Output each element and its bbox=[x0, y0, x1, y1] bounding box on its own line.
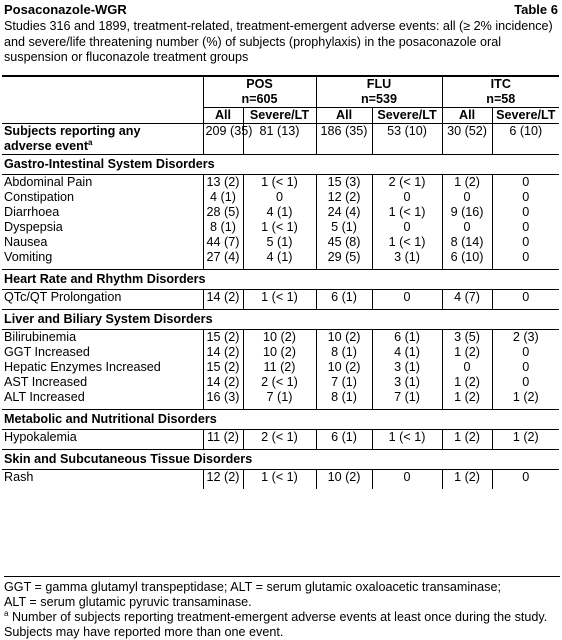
table-row bbox=[2, 250, 559, 265]
row-label: Constipation bbox=[4, 190, 75, 204]
row-value: 1 (2) bbox=[442, 390, 492, 405]
section-header-row bbox=[2, 410, 559, 430]
table-row bbox=[2, 330, 559, 346]
row-value: 7 (1) bbox=[243, 390, 316, 405]
row-value: 0 bbox=[492, 190, 559, 205]
table-row bbox=[2, 220, 559, 235]
row-value: 0 bbox=[492, 250, 559, 265]
subcol-all: All bbox=[316, 108, 372, 124]
adverse-events-table bbox=[2, 75, 559, 489]
row-value: 2 (< 1) bbox=[243, 375, 316, 390]
spacer-cell bbox=[203, 485, 243, 489]
subcol-severe: Severe/LT bbox=[243, 108, 316, 124]
row-value: 1 (< 1) bbox=[243, 220, 316, 235]
row-value: 8 (1) bbox=[203, 220, 243, 235]
row-value: 7 (1) bbox=[372, 390, 442, 405]
section-title: Heart Rate and Rhythm Disorders bbox=[2, 270, 559, 290]
row-value: 15 (2) bbox=[203, 360, 243, 375]
row-label: Hypokalemia bbox=[4, 430, 77, 444]
row-value: 1 (< 1) bbox=[243, 290, 316, 306]
row-value: 16 (3) bbox=[203, 390, 243, 405]
section-title: Gastro-Intestinal System Disorders bbox=[2, 155, 559, 175]
document-title: Posaconazole-WGR bbox=[4, 2, 127, 17]
row-label: ALT Increased bbox=[4, 390, 85, 404]
subcol-severe: Severe/LT bbox=[492, 108, 559, 124]
footnote-marker: a bbox=[88, 137, 93, 147]
row-label: Diarrhoea bbox=[4, 205, 60, 219]
subcol-all: All bbox=[442, 108, 492, 124]
table-row bbox=[2, 190, 559, 205]
table-row bbox=[2, 290, 559, 306]
row-value: 14 (2) bbox=[203, 290, 243, 306]
row-value: 0 bbox=[243, 190, 316, 205]
footnote-marker: a bbox=[4, 608, 9, 618]
group-n-itc: n=58 bbox=[442, 92, 559, 108]
footnote-a bbox=[4, 610, 560, 640]
spacer-cell bbox=[492, 485, 559, 489]
row-value: 6 (1) bbox=[316, 290, 372, 306]
row-value: 7 (1) bbox=[316, 375, 372, 390]
row-value: 1 (< 1) bbox=[372, 205, 442, 220]
row-value: 4 (1) bbox=[372, 345, 442, 360]
row-value: 10 (2) bbox=[316, 360, 372, 375]
row-label: Rash bbox=[4, 470, 34, 484]
row-value: 3 (5) bbox=[442, 330, 492, 346]
row-value: 1 (2) bbox=[442, 175, 492, 191]
table-caption: Studies 316 and 1899, treatment-related, treatment-emergent adverse events: all (≥ 2% incidence) and severe/life threatening number (%) of subjects (prophylaxis) in the posaconazole oral suspension or fluconazole treatment groups bbox=[4, 19, 553, 64]
row-value: 14 (2) bbox=[203, 345, 243, 360]
spacer-cell bbox=[372, 485, 442, 489]
any-event-value: 209 (35) bbox=[203, 124, 243, 155]
row-label: Bilirubinemia bbox=[4, 330, 77, 344]
any-event-value: 53 (10) bbox=[372, 124, 442, 155]
row-value: 1 (2) bbox=[442, 430, 492, 446]
row-value: 11 (2) bbox=[203, 430, 243, 446]
any-event-label bbox=[2, 124, 203, 155]
row-value: 0 bbox=[492, 375, 559, 390]
row-value: 4 (1) bbox=[203, 190, 243, 205]
group-name-pos: POS bbox=[203, 76, 316, 92]
table-row bbox=[2, 175, 559, 191]
section-header-row bbox=[2, 155, 559, 175]
row-value: 0 bbox=[492, 470, 559, 486]
spacer-cell bbox=[316, 485, 372, 489]
row-value: 6 (1) bbox=[372, 330, 442, 346]
row-value: 0 bbox=[442, 190, 492, 205]
row-value: 8 (14) bbox=[442, 235, 492, 250]
row-value: 1 (< 1) bbox=[243, 175, 316, 191]
row-value: 12 (2) bbox=[203, 470, 243, 486]
row-value: 1 (< 1) bbox=[372, 235, 442, 250]
row-label: GGT Increased bbox=[4, 345, 90, 359]
any-event-label-line1: Subjects reporting any bbox=[4, 124, 141, 138]
section-header-row bbox=[2, 310, 559, 330]
table-footnotes bbox=[4, 576, 560, 640]
row-value: 27 (4) bbox=[203, 250, 243, 265]
row-value: 0 bbox=[492, 345, 559, 360]
row-label: Nausea bbox=[4, 235, 48, 249]
any-event-value: 186 (35) bbox=[316, 124, 372, 155]
any-event-label-line2: adverse event bbox=[4, 139, 89, 153]
spacer-cell bbox=[442, 485, 492, 489]
table-row bbox=[2, 235, 559, 250]
row-value: 1 (2) bbox=[492, 430, 559, 446]
spacer-cell bbox=[2, 485, 203, 489]
row-value: 44 (7) bbox=[203, 235, 243, 250]
row-value: 15 (2) bbox=[203, 330, 243, 346]
row-value: 4 (7) bbox=[442, 290, 492, 306]
row-value: 1 (< 1) bbox=[372, 430, 442, 446]
row-value: 0 bbox=[492, 360, 559, 375]
table-row bbox=[2, 360, 559, 375]
row-value: 0 bbox=[372, 190, 442, 205]
row-value: 5 (1) bbox=[316, 220, 372, 235]
row-value: 2 (< 1) bbox=[243, 430, 316, 446]
section-header-row bbox=[2, 450, 559, 470]
subcolumn-header-row bbox=[2, 108, 559, 124]
row-label: QTc/QT Prolongation bbox=[4, 290, 122, 304]
row-value: 9 (16) bbox=[442, 205, 492, 220]
any-event-row bbox=[2, 124, 559, 155]
table-row bbox=[2, 375, 559, 390]
table-row bbox=[2, 390, 559, 405]
row-value: 0 bbox=[492, 205, 559, 220]
subcol-blank-cell bbox=[2, 108, 203, 124]
row-value: 12 (2) bbox=[316, 190, 372, 205]
row-label: Vomiting bbox=[4, 250, 53, 264]
group-name-itc: ITC bbox=[442, 76, 559, 92]
table-row bbox=[2, 470, 559, 486]
row-value: 0 bbox=[372, 470, 442, 486]
row-value: 3 (1) bbox=[372, 375, 442, 390]
row-value: 0 bbox=[492, 220, 559, 235]
table-row bbox=[2, 345, 559, 360]
row-label: AST Increased bbox=[4, 375, 88, 389]
spacer-cell bbox=[243, 485, 316, 489]
header-blank-cell bbox=[2, 76, 203, 108]
row-value: 28 (5) bbox=[203, 205, 243, 220]
row-value: 0 bbox=[442, 360, 492, 375]
section-title: Skin and Subcutaneous Tissue Disorders bbox=[2, 450, 559, 470]
row-value: 29 (5) bbox=[316, 250, 372, 265]
row-value: 1 (< 1) bbox=[243, 470, 316, 486]
group-n-pos: n=605 bbox=[203, 92, 316, 108]
section-header-row bbox=[2, 270, 559, 290]
row-value: 10 (2) bbox=[316, 330, 372, 346]
row-value: 13 (2) bbox=[203, 175, 243, 191]
row-value: 1 (2) bbox=[492, 390, 559, 405]
row-value: 5 (1) bbox=[243, 235, 316, 250]
row-value: 0 bbox=[492, 235, 559, 250]
row-value: 15 (3) bbox=[316, 175, 372, 191]
abbreviation-note-2: ALT = serum glutamic pyruvic transaminase. bbox=[4, 595, 252, 609]
row-value: 10 (2) bbox=[243, 345, 316, 360]
group-n-flu: n=539 bbox=[316, 92, 442, 108]
row-value: 45 (8) bbox=[316, 235, 372, 250]
footnote-a-text: Number of subjects reporting treatment-emergent adverse events at least once during the study. Subjects may have reported more than one event. bbox=[4, 610, 548, 639]
section-title: Liver and Biliary System Disorders bbox=[2, 310, 559, 330]
table-row bbox=[2, 430, 559, 446]
row-label: Dyspepsia bbox=[4, 220, 63, 234]
row-value: 8 (1) bbox=[316, 345, 372, 360]
row-value: 3 (1) bbox=[372, 250, 442, 265]
row-value: 0 bbox=[492, 290, 559, 306]
row-value: 24 (4) bbox=[316, 205, 372, 220]
row-value: 0 bbox=[372, 290, 442, 306]
any-event-value: 81 (13) bbox=[243, 124, 316, 155]
document-header bbox=[4, 2, 558, 17]
section-title: Metabolic and Nutritional Disorders bbox=[2, 410, 559, 430]
row-value: 10 (2) bbox=[243, 330, 316, 346]
group-name-flu: FLU bbox=[316, 76, 442, 92]
row-value: 6 (10) bbox=[442, 250, 492, 265]
row-value: 1 (2) bbox=[442, 345, 492, 360]
row-label: Abdominal Pain bbox=[4, 175, 93, 189]
row-value: 1 (2) bbox=[442, 470, 492, 486]
row-value: 2 (< 1) bbox=[372, 175, 442, 191]
section-spacer bbox=[2, 485, 559, 489]
row-value: 14 (2) bbox=[203, 375, 243, 390]
row-value: 2 (3) bbox=[492, 330, 559, 346]
subcol-severe: Severe/LT bbox=[372, 108, 442, 124]
abbreviation-note-1: GGT = gamma glutamyl transpeptidase; ALT = serum glutamic oxaloacetic transaminase; bbox=[4, 580, 501, 594]
row-value: 10 (2) bbox=[316, 470, 372, 486]
row-value: 6 (1) bbox=[316, 430, 372, 446]
row-value: 4 (1) bbox=[243, 205, 316, 220]
row-value: 1 (2) bbox=[442, 375, 492, 390]
subcol-all: All bbox=[203, 108, 243, 124]
row-value: 0 bbox=[442, 220, 492, 235]
table-row bbox=[2, 205, 559, 220]
any-event-value: 6 (10) bbox=[492, 124, 559, 155]
row-value: 8 (1) bbox=[316, 390, 372, 405]
row-value: 4 (1) bbox=[243, 250, 316, 265]
row-label: Hepatic Enzymes Increased bbox=[4, 360, 161, 374]
row-value: 11 (2) bbox=[243, 360, 316, 375]
row-value: 3 (1) bbox=[372, 360, 442, 375]
any-event-value: 30 (52) bbox=[442, 124, 492, 155]
row-value: 0 bbox=[372, 220, 442, 235]
group-header-row bbox=[2, 76, 559, 92]
row-value: 0 bbox=[492, 175, 559, 191]
table-label: Table 6 bbox=[514, 2, 558, 17]
